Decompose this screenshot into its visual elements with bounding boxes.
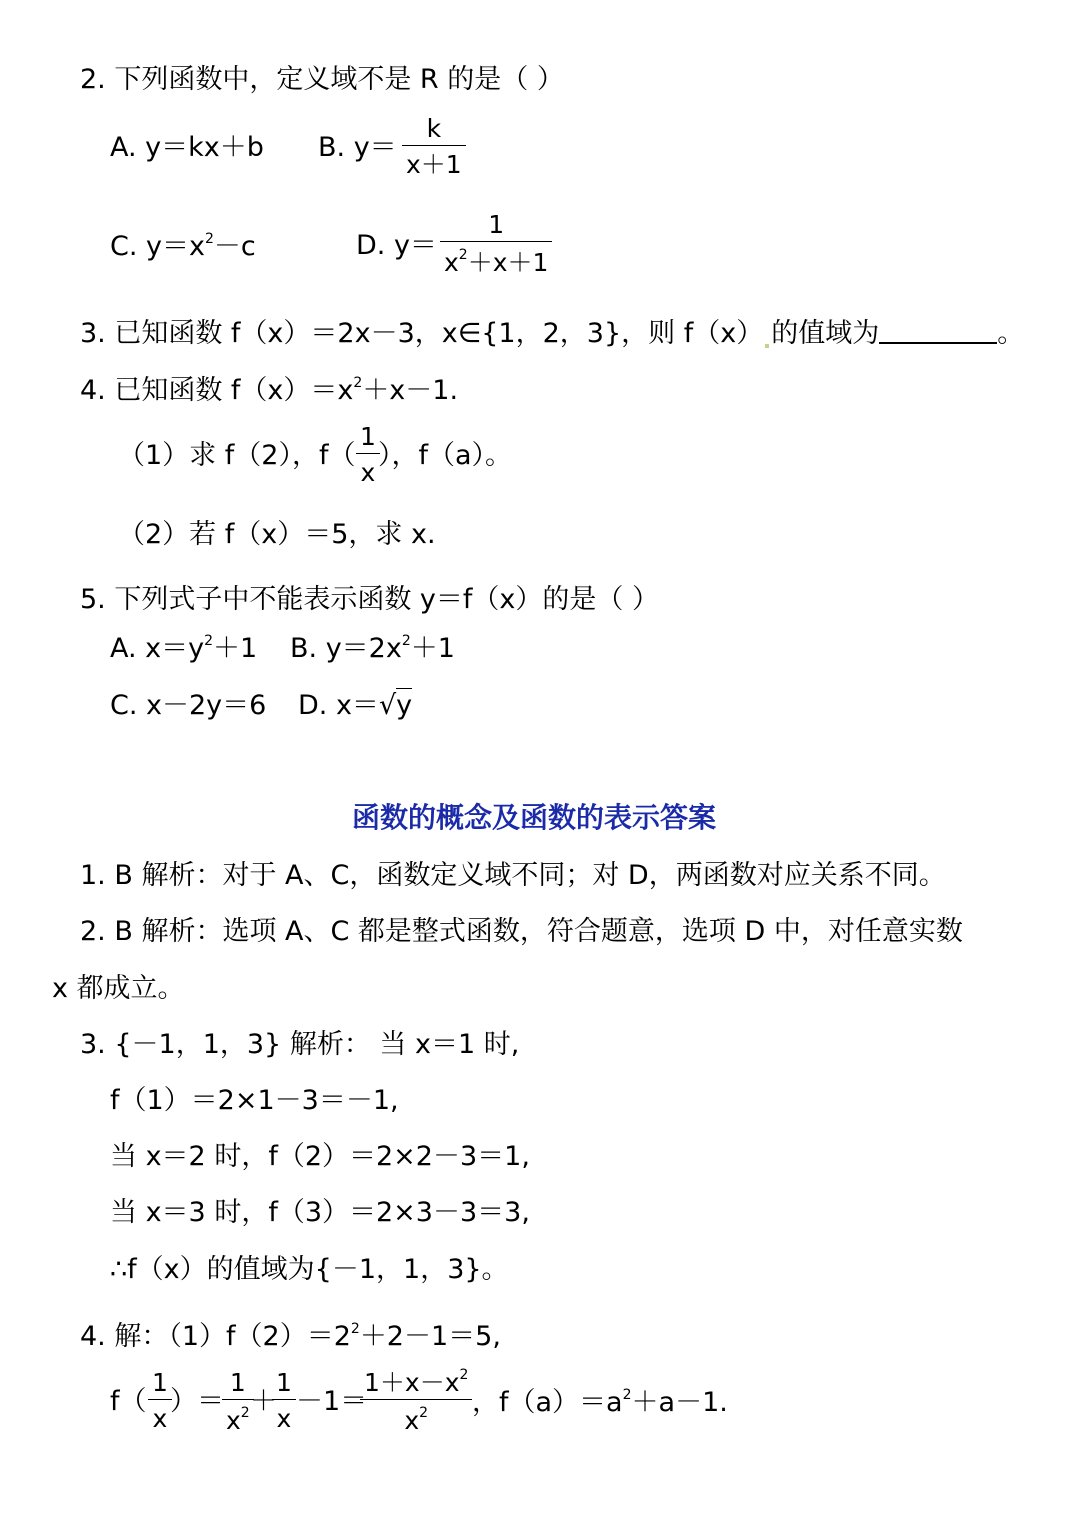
q5-option-d: D. x＝√y — [298, 690, 413, 721]
fraction-numerator: k — [426, 114, 442, 143]
answer-3-line3: 当 x＝2 时，f（2）＝2×2－3＝1, — [110, 1141, 530, 1172]
answer-4-f: f（ — [110, 1386, 147, 1417]
q2-option-c: C. $y=x^2-c$ — [110, 231, 256, 262]
answer-3-line5: ∴f（x）的值域为{－1，1，3}。 — [110, 1254, 509, 1285]
answer-3-line4: 当 x＝3 时，f（3）＝2×3－3＝3, — [110, 1197, 530, 1228]
answer-4-frac-1-over-x: 1 x — [148, 1370, 172, 1431]
answer-2-line2: x 都成立。 — [52, 973, 185, 1004]
q4-part1-pre: （1）求 f（2），f（ — [118, 440, 356, 471]
q4-part1-post: ），f（a）。 — [378, 440, 513, 471]
answer-3-line2: f（1）＝2×1－3＝－1, — [110, 1085, 399, 1116]
q2-option-d-prefix: D. y＝ — [356, 230, 437, 261]
q5-option-b: B. $y=2x^2+1$ — [290, 633, 455, 664]
q5-option-c: C. x－2y＝6 — [110, 690, 267, 721]
q4-part1-fraction: 1 x — [356, 424, 380, 485]
fraction-denominator: $x^2+x+1$ — [444, 247, 549, 277]
answer-4-frac-1-over-x-b: 1 x — [272, 1370, 296, 1431]
q2-option-b-prefix: B. y＝ — [318, 132, 397, 163]
answer-4-frac-1-over-x2: 1 $x^2$ — [222, 1370, 254, 1433]
answer-4-frac-big: $1+x-x^2$ $x^2$ — [360, 1368, 472, 1433]
answer-4-fa: ，$f(a)=a^2+a-1$. — [472, 1387, 728, 1418]
answer-4-minus1: －1＝ — [296, 1386, 368, 1417]
fraction-denominator: x＋1 — [406, 150, 462, 179]
q4-stem: 4. 已知函数 $f(x)=x^2+x-1$. — [80, 375, 459, 406]
answer-4-plus: ＋ — [250, 1386, 277, 1417]
answer-1: 1. B 解析：对于 A、C，函数定义域不同；对 D，两函数对应关系不同。 — [80, 860, 946, 891]
sqrt-icon: √ — [378, 690, 397, 721]
answer-blank — [879, 320, 997, 344]
q2-stem: 2. 下列函数中，定义域不是 R 的是（ ） — [80, 64, 564, 95]
q2-option-d-fraction — [440, 212, 552, 275]
q2-option-b-fraction — [402, 116, 466, 177]
q3-stem: 3. 已知函数 f（x）＝2x－3，x∈{1，2，3}，则 f（x） 的值域为 。 — [80, 318, 1025, 349]
answer-2-line1: 2. B 解析：选项 A、C 都是整式函数，符合题意，选项 D 中，对任意实数 — [80, 916, 963, 947]
q5-stem: 5. 下列式子中不能表示函数 y＝f（x）的是（ ） — [80, 584, 659, 615]
answer-4-close: ）＝ — [170, 1386, 224, 1417]
answer-3-line1: 3. {－1，1，3} 解析： 当 x＝1 时, — [80, 1029, 520, 1060]
q2-option-a: A. y＝kx＋b — [110, 132, 264, 163]
q4-part2: （2）若 f（x）＝5，求 x. — [118, 519, 436, 550]
answers-title: 函数的概念及函数的表示答案 — [352, 801, 717, 834]
q5-option-a: A. $x=y^2+1$ — [110, 633, 258, 664]
fraction-numerator: 1 — [488, 210, 505, 239]
answer-4-line1: 4. 解：$(1)f(2)=2^2+2-1=5$, — [80, 1321, 501, 1352]
